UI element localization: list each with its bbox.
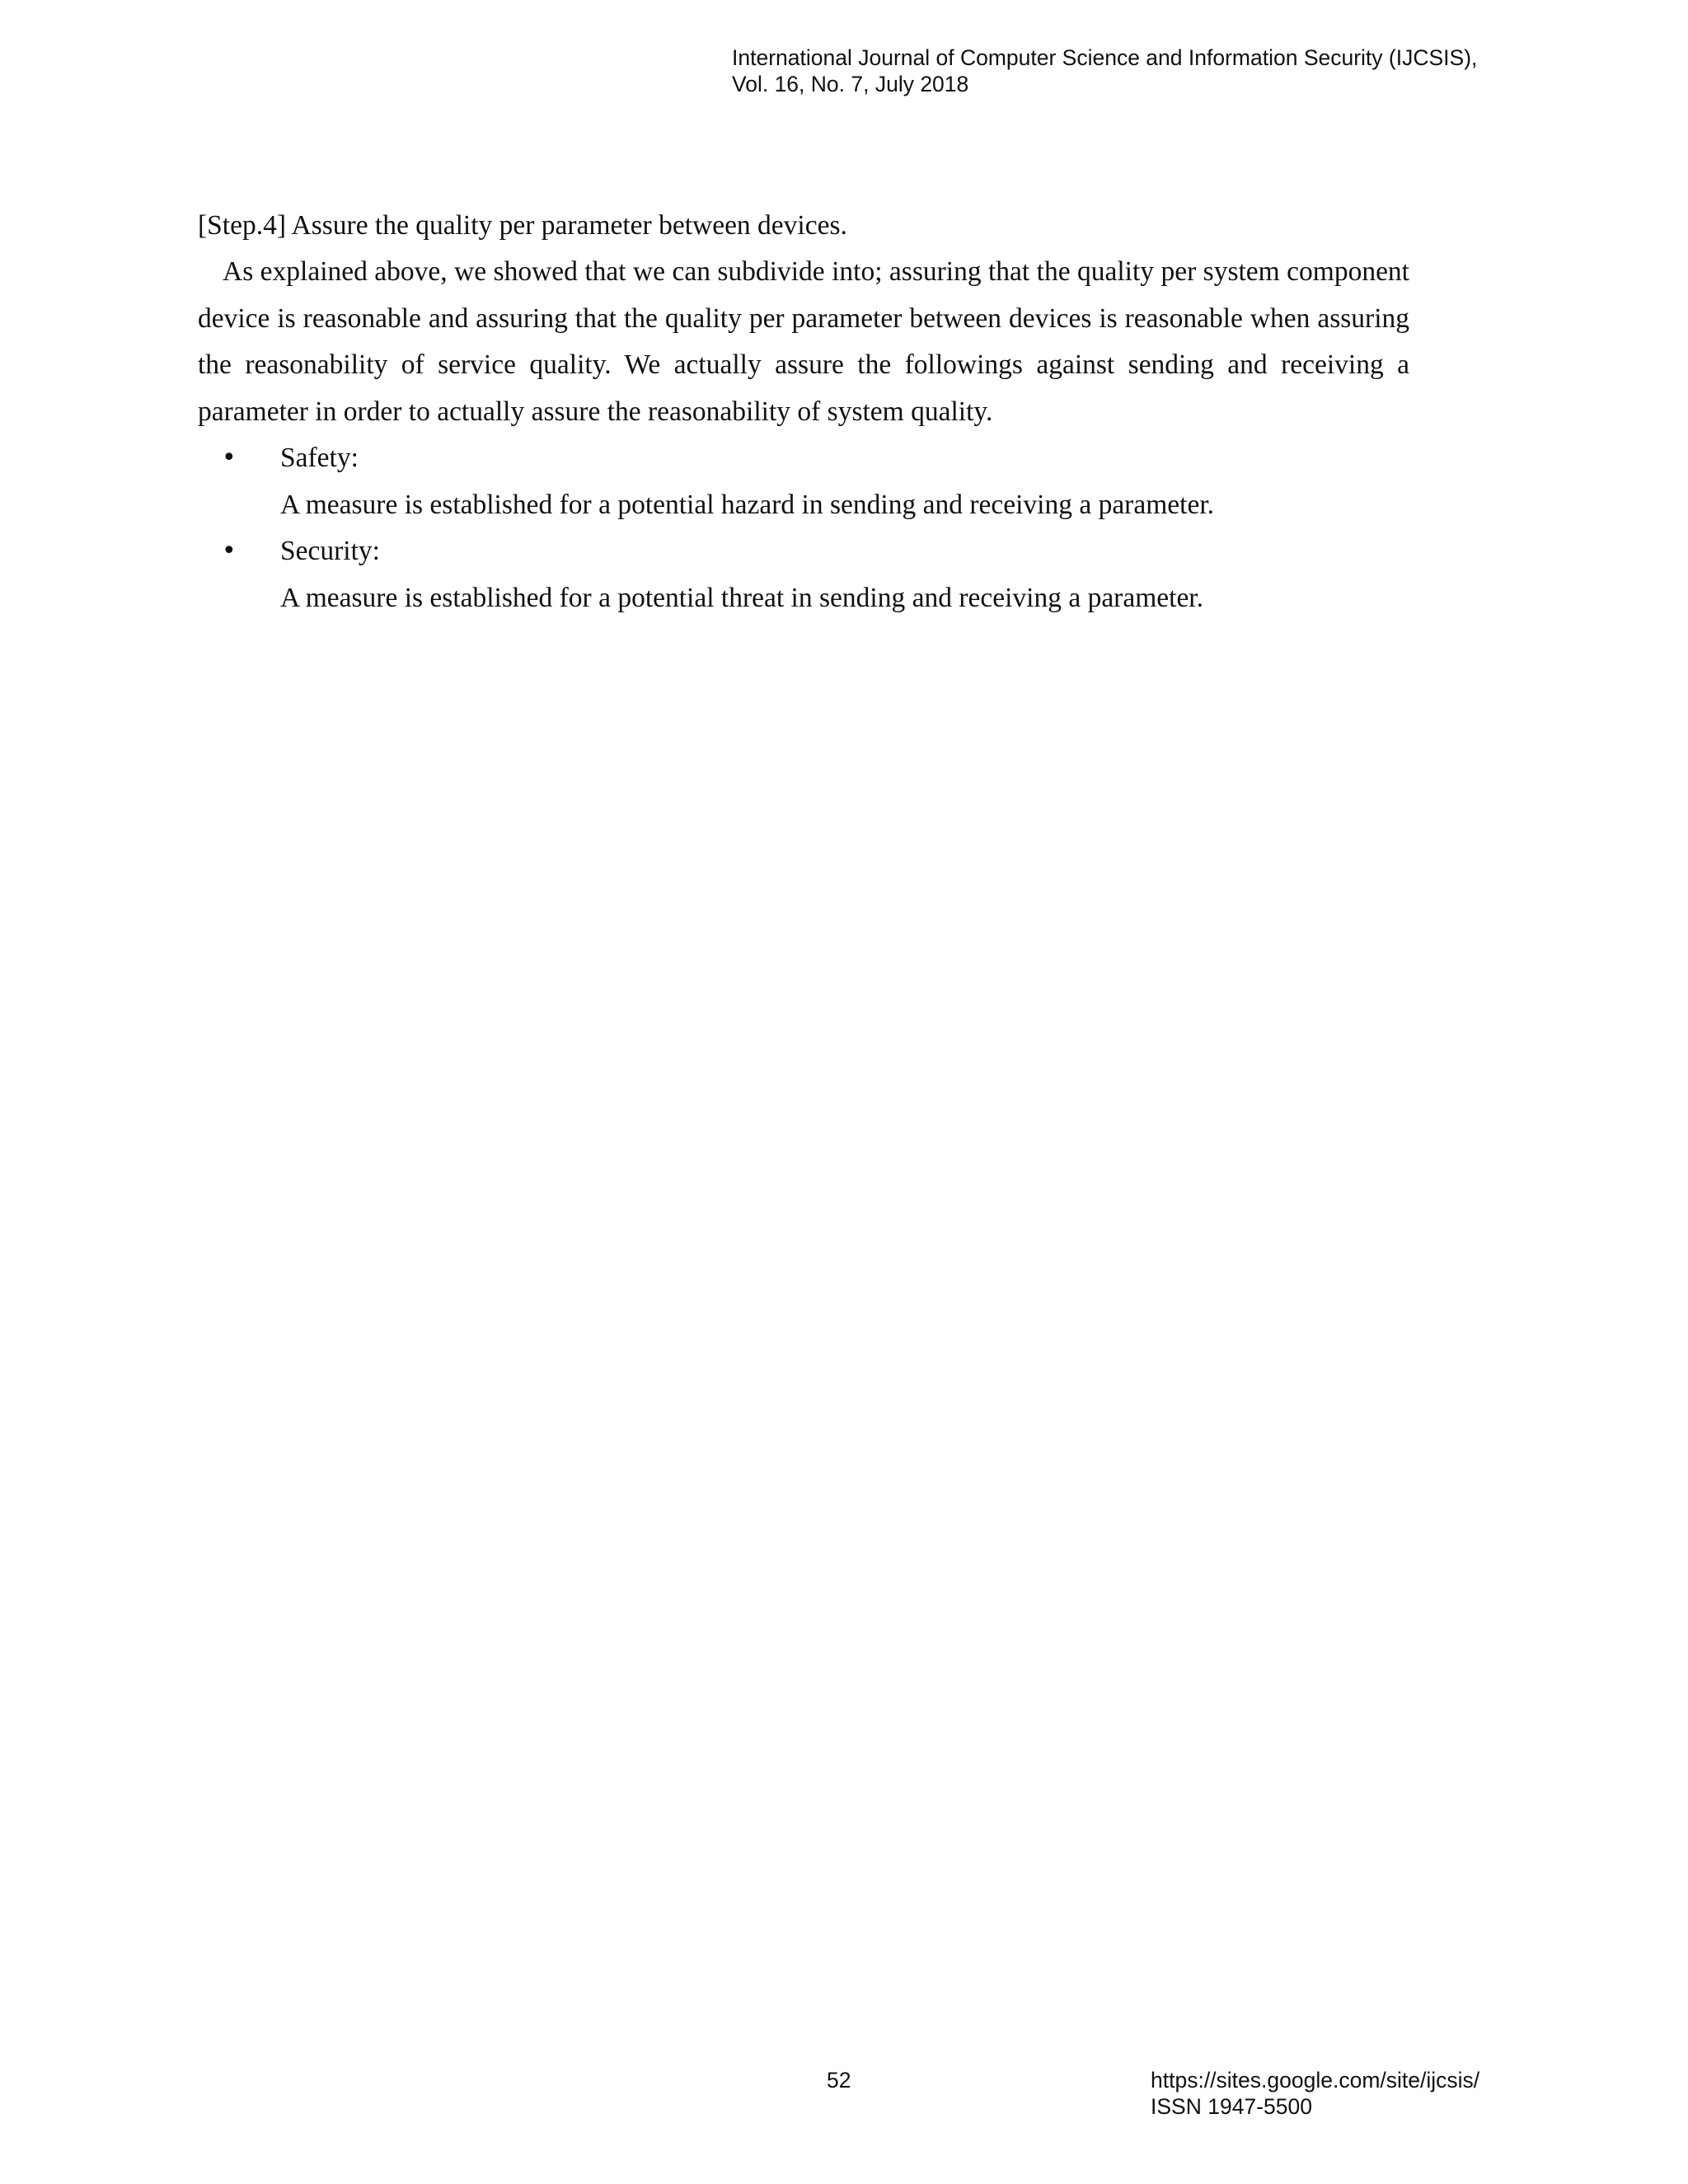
journal-header xyxy=(732,45,1556,97)
bullet-marker: • xyxy=(222,537,237,565)
bullet-title: Security: xyxy=(280,536,380,566)
bullet-marker: • xyxy=(222,443,237,472)
body-paragraph: As explained above, we showed that we can subdivide into; assuring that the quality per system component device is reasonable and assuring that the quality per parameter between devices is reasonable when assuring the reasonability of service quality. We actually assure the followings against sending and receiving a parameter in order to actually assure the reasonability of system quality. xyxy=(198,256,1409,427)
footer-info xyxy=(1151,2067,1479,2120)
bullet-item-safety xyxy=(198,435,1409,528)
journal-title-line: International Journal of Computer Science and Information Security (IJCSIS), xyxy=(732,45,1478,70)
footer-issn: ISSN 1947-5500 xyxy=(1151,2094,1312,2119)
bullet-title: Safety: xyxy=(280,443,359,473)
journal-volume-line: Vol. 16, No. 7, July 2018 xyxy=(732,72,969,96)
body-text xyxy=(198,203,1409,621)
bullet-list xyxy=(198,435,1409,621)
bullet-item-security xyxy=(198,528,1409,621)
footer-url: https://sites.google.com/site/ijcsis/ xyxy=(1151,2068,1480,2093)
bullet-description: A measure is established for a potential hazard in sending and receiving a parameter. xyxy=(280,489,1214,520)
page-number: 52 xyxy=(827,2068,851,2093)
bullet-description: A measure is established for a potential threat in sending and receiving a parameter. xyxy=(280,582,1203,613)
step-heading: [Step.4] Assure the quality per parameter between devices. xyxy=(198,210,847,241)
